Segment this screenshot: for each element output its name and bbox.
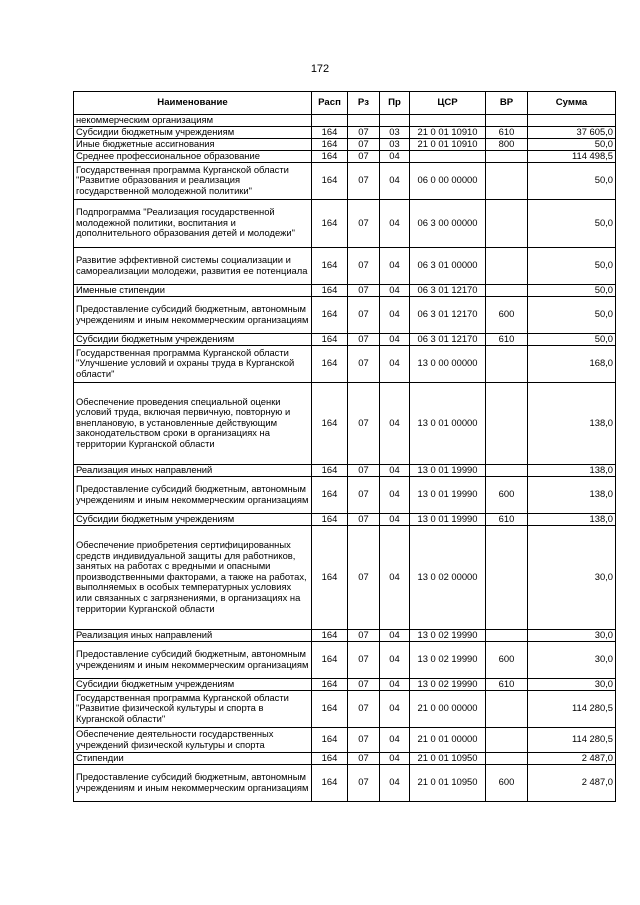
cell-vr — [486, 150, 528, 162]
cell-sum — [528, 115, 616, 127]
cell-rasp: 164 — [312, 138, 348, 150]
table-row — [74, 641, 616, 678]
cell-sum: 2 487,0 — [528, 764, 616, 801]
cell-sum: 138,0 — [528, 513, 616, 525]
column-header-rz: Рз — [348, 92, 380, 115]
cell-pr: 04 — [380, 464, 410, 476]
cell-pr: 04 — [380, 382, 410, 464]
cell-name: Субсидии бюджетным учреждениям — [74, 513, 312, 525]
cell-sum: 138,0 — [528, 382, 616, 464]
cell-rasp — [312, 115, 348, 127]
cell-rasp: 164 — [312, 464, 348, 476]
cell-vr: 610 — [486, 678, 528, 690]
cell-csr: 21 0 01 10910 — [410, 126, 486, 138]
cell-name: Именные стипендии — [74, 284, 312, 296]
cell-pr: 04 — [380, 525, 410, 629]
table-row — [74, 764, 616, 801]
cell-rasp: 164 — [312, 247, 348, 284]
cell-pr: 04 — [380, 345, 410, 382]
cell-rz: 07 — [348, 138, 380, 150]
cell-pr: 04 — [380, 476, 410, 513]
cell-csr: 06 3 01 12170 — [410, 333, 486, 345]
cell-csr: 13 0 01 00000 — [410, 382, 486, 464]
cell-rz: 07 — [348, 641, 380, 678]
cell-rz: 07 — [348, 476, 380, 513]
cell-sum: 50,0 — [528, 247, 616, 284]
table-row — [74, 345, 616, 382]
cell-vr — [486, 752, 528, 764]
cell-rz — [348, 115, 380, 127]
cell-rz: 07 — [348, 525, 380, 629]
cell-name: Предоставление субсидий бюджетным, автономным учреждениям и иным некоммерческим организациям — [74, 641, 312, 678]
cell-rasp: 164 — [312, 150, 348, 162]
cell-csr — [410, 115, 486, 127]
table-row — [74, 382, 616, 464]
cell-csr: 13 0 02 19990 — [410, 641, 486, 678]
cell-rz: 07 — [348, 150, 380, 162]
cell-rasp: 164 — [312, 162, 348, 199]
cell-sum: 114 280,5 — [528, 727, 616, 752]
cell-rasp: 164 — [312, 476, 348, 513]
cell-csr: 06 3 01 12170 — [410, 284, 486, 296]
column-header-pr: Пр — [380, 92, 410, 115]
cell-name: Развитие эффективной системы социализации и самореализации молодежи, развития ее потенциала — [74, 247, 312, 284]
cell-name: Предоставление субсидий бюджетным, автономным учреждениям и иным некоммерческим организациям — [74, 476, 312, 513]
cell-vr — [486, 525, 528, 629]
cell-sum: 30,0 — [528, 678, 616, 690]
cell-rasp: 164 — [312, 345, 348, 382]
table-row — [74, 513, 616, 525]
cell-rasp: 164 — [312, 382, 348, 464]
cell-vr: 600 — [486, 296, 528, 333]
cell-rz: 07 — [348, 345, 380, 382]
cell-csr: 13 0 02 19990 — [410, 629, 486, 641]
cell-vr: 610 — [486, 333, 528, 345]
cell-rz: 07 — [348, 296, 380, 333]
cell-csr: 06 0 00 00000 — [410, 162, 486, 199]
table-row — [74, 525, 616, 629]
cell-name: Обеспечение деятельности государственных учреждений физической культуры и спорта — [74, 727, 312, 752]
column-header-name: Наименование — [74, 92, 312, 115]
cell-sum: 138,0 — [528, 464, 616, 476]
cell-sum: 114 498,5 — [528, 150, 616, 162]
cell-vr — [486, 382, 528, 464]
table-row — [74, 752, 616, 764]
table-row — [74, 296, 616, 333]
cell-vr: 600 — [486, 641, 528, 678]
cell-pr: 04 — [380, 333, 410, 345]
page-number: 172 — [310, 63, 330, 75]
cell-rz: 07 — [348, 333, 380, 345]
cell-rasp: 164 — [312, 333, 348, 345]
cell-name: Реализация иных направлений — [74, 629, 312, 641]
table-row — [74, 464, 616, 476]
cell-rz: 07 — [348, 382, 380, 464]
column-header-vr: ВР — [486, 92, 528, 115]
cell-pr: 04 — [380, 284, 410, 296]
cell-pr: 04 — [380, 247, 410, 284]
cell-rasp: 164 — [312, 678, 348, 690]
cell-vr: 610 — [486, 513, 528, 525]
cell-name: Субсидии бюджетным учреждениям — [74, 678, 312, 690]
cell-name: Субсидии бюджетным учреждениям — [74, 333, 312, 345]
cell-rz: 07 — [348, 629, 380, 641]
cell-vr: 800 — [486, 138, 528, 150]
cell-csr: 06 3 01 12170 — [410, 296, 486, 333]
cell-rz: 07 — [348, 764, 380, 801]
cell-csr: 13 0 01 19990 — [410, 476, 486, 513]
cell-csr: 13 0 00 00000 — [410, 345, 486, 382]
cell-name: Обеспечение приобретения сертифицированных средств индивидуальной защиты для работников, занятых на работах с вредными и опасными производственными факторами, а также на работах, выполняемых в особых температурных условиях или связанных с загрязнениями, в организациях на территории Курганской области — [74, 525, 312, 629]
cell-sum: 114 280,5 — [528, 690, 616, 727]
cell-rasp: 164 — [312, 199, 348, 247]
cell-csr: 13 0 02 19990 — [410, 678, 486, 690]
cell-pr: 03 — [380, 126, 410, 138]
cell-pr: 04 — [380, 629, 410, 641]
cell-pr: 04 — [380, 678, 410, 690]
cell-rasp: 164 — [312, 284, 348, 296]
cell-sum: 50,0 — [528, 333, 616, 345]
cell-sum: 30,0 — [528, 629, 616, 641]
cell-csr: 13 0 02 00000 — [410, 525, 486, 629]
table-row — [74, 138, 616, 150]
cell-csr: 21 0 01 10910 — [410, 138, 486, 150]
cell-rz: 07 — [348, 247, 380, 284]
cell-vr — [486, 629, 528, 641]
table-row — [74, 727, 616, 752]
cell-rasp: 164 — [312, 513, 348, 525]
cell-vr: 600 — [486, 476, 528, 513]
cell-rasp: 164 — [312, 641, 348, 678]
cell-csr: 06 3 01 00000 — [410, 247, 486, 284]
cell-name: Среднее профессиональное образование — [74, 150, 312, 162]
cell-vr: 600 — [486, 764, 528, 801]
cell-pr: 04 — [380, 727, 410, 752]
table-row — [74, 678, 616, 690]
cell-rz: 07 — [348, 199, 380, 247]
cell-sum: 50,0 — [528, 284, 616, 296]
cell-name: Обеспечение проведения специальной оценки условий труда, включая первичную, повторную и внеплановую, в установленные действующим законодательством сроки в организациях на территории Курганской области — [74, 382, 312, 464]
cell-rz: 07 — [348, 126, 380, 138]
cell-name: Государственная программа Курганской области "Развитие физической культуры и спорта в Курганской области" — [74, 690, 312, 727]
cell-vr — [486, 690, 528, 727]
cell-rz: 07 — [348, 690, 380, 727]
table-row — [74, 126, 616, 138]
cell-sum: 50,0 — [528, 138, 616, 150]
cell-sum: 50,0 — [528, 296, 616, 333]
cell-sum: 2 487,0 — [528, 752, 616, 764]
cell-csr: 21 0 01 10950 — [410, 764, 486, 801]
cell-vr — [486, 464, 528, 476]
cell-pr — [380, 115, 410, 127]
cell-rasp: 164 — [312, 764, 348, 801]
cell-name: Реализация иных направлений — [74, 464, 312, 476]
cell-rasp: 164 — [312, 296, 348, 333]
column-header-rasp: Расп — [312, 92, 348, 115]
cell-name: Стипендии — [74, 752, 312, 764]
cell-csr: 13 0 01 19990 — [410, 513, 486, 525]
cell-name: Государственная программа Курганской области "Улучшение условий и охраны труда в Курганской области" — [74, 345, 312, 382]
cell-sum: 50,0 — [528, 162, 616, 199]
cell-pr: 04 — [380, 199, 410, 247]
cell-rz: 07 — [348, 678, 380, 690]
cell-name: Предоставление субсидий бюджетным, автономным учреждениям и иным некоммерческим организациям — [74, 764, 312, 801]
cell-sum: 50,0 — [528, 199, 616, 247]
cell-pr: 04 — [380, 764, 410, 801]
cell-vr — [486, 345, 528, 382]
table-row — [74, 476, 616, 513]
cell-name: Предоставление субсидий бюджетным, автономным учреждениям и иным некоммерческим организациям — [74, 296, 312, 333]
cell-pr: 04 — [380, 296, 410, 333]
cell-rz: 07 — [348, 464, 380, 476]
cell-rz: 07 — [348, 513, 380, 525]
cell-pr: 03 — [380, 138, 410, 150]
cell-sum: 30,0 — [528, 641, 616, 678]
cell-vr: 610 — [486, 126, 528, 138]
column-header-sum: Сумма — [528, 92, 616, 115]
cell-sum: 138,0 — [528, 476, 616, 513]
table-row — [74, 284, 616, 296]
cell-pr: 04 — [380, 513, 410, 525]
table-row — [74, 115, 616, 127]
cell-vr — [486, 162, 528, 199]
cell-rz: 07 — [348, 727, 380, 752]
cell-vr — [486, 727, 528, 752]
table-row — [74, 333, 616, 345]
cell-csr: 13 0 01 19990 — [410, 464, 486, 476]
cell-name: некоммерческим организациям — [74, 115, 312, 127]
table-row — [74, 690, 616, 727]
table-row — [74, 150, 616, 162]
cell-vr — [486, 284, 528, 296]
cell-pr: 04 — [380, 162, 410, 199]
cell-name: Иные бюджетные ассигнования — [74, 138, 312, 150]
cell-rz: 07 — [348, 284, 380, 296]
cell-pr: 04 — [380, 752, 410, 764]
cell-rz: 07 — [348, 162, 380, 199]
cell-csr: 21 0 01 10950 — [410, 752, 486, 764]
cell-pr: 04 — [380, 690, 410, 727]
cell-vr — [486, 115, 528, 127]
table-header-row — [74, 92, 616, 115]
cell-pr: 04 — [380, 150, 410, 162]
cell-vr — [486, 199, 528, 247]
cell-name: Государственная программа Курганской области "Развитие образования и реализация государственной молодежной политики" — [74, 162, 312, 199]
table-row — [74, 247, 616, 284]
budget-table — [73, 91, 616, 802]
cell-csr: 06 3 00 00000 — [410, 199, 486, 247]
cell-csr: 21 0 01 00000 — [410, 727, 486, 752]
cell-rasp: 164 — [312, 629, 348, 641]
cell-rasp: 164 — [312, 525, 348, 629]
cell-csr: 21 0 00 00000 — [410, 690, 486, 727]
cell-rz: 07 — [348, 752, 380, 764]
cell-csr — [410, 150, 486, 162]
cell-name: Подпрограмма "Реализация государственной молодежной политики, воспитания и дополнительного образования детей и молодежи" — [74, 199, 312, 247]
cell-rasp: 164 — [312, 126, 348, 138]
cell-rasp: 164 — [312, 727, 348, 752]
cell-sum: 30,0 — [528, 525, 616, 629]
cell-rasp: 164 — [312, 690, 348, 727]
cell-rasp: 164 — [312, 752, 348, 764]
table-row — [74, 199, 616, 247]
cell-pr: 04 — [380, 641, 410, 678]
table-row — [74, 162, 616, 199]
cell-vr — [486, 247, 528, 284]
column-header-csr: ЦСР — [410, 92, 486, 115]
cell-sum: 37 605,0 — [528, 126, 616, 138]
cell-name: Субсидии бюджетным учреждениям — [74, 126, 312, 138]
table-row — [74, 629, 616, 641]
cell-sum: 168,0 — [528, 345, 616, 382]
